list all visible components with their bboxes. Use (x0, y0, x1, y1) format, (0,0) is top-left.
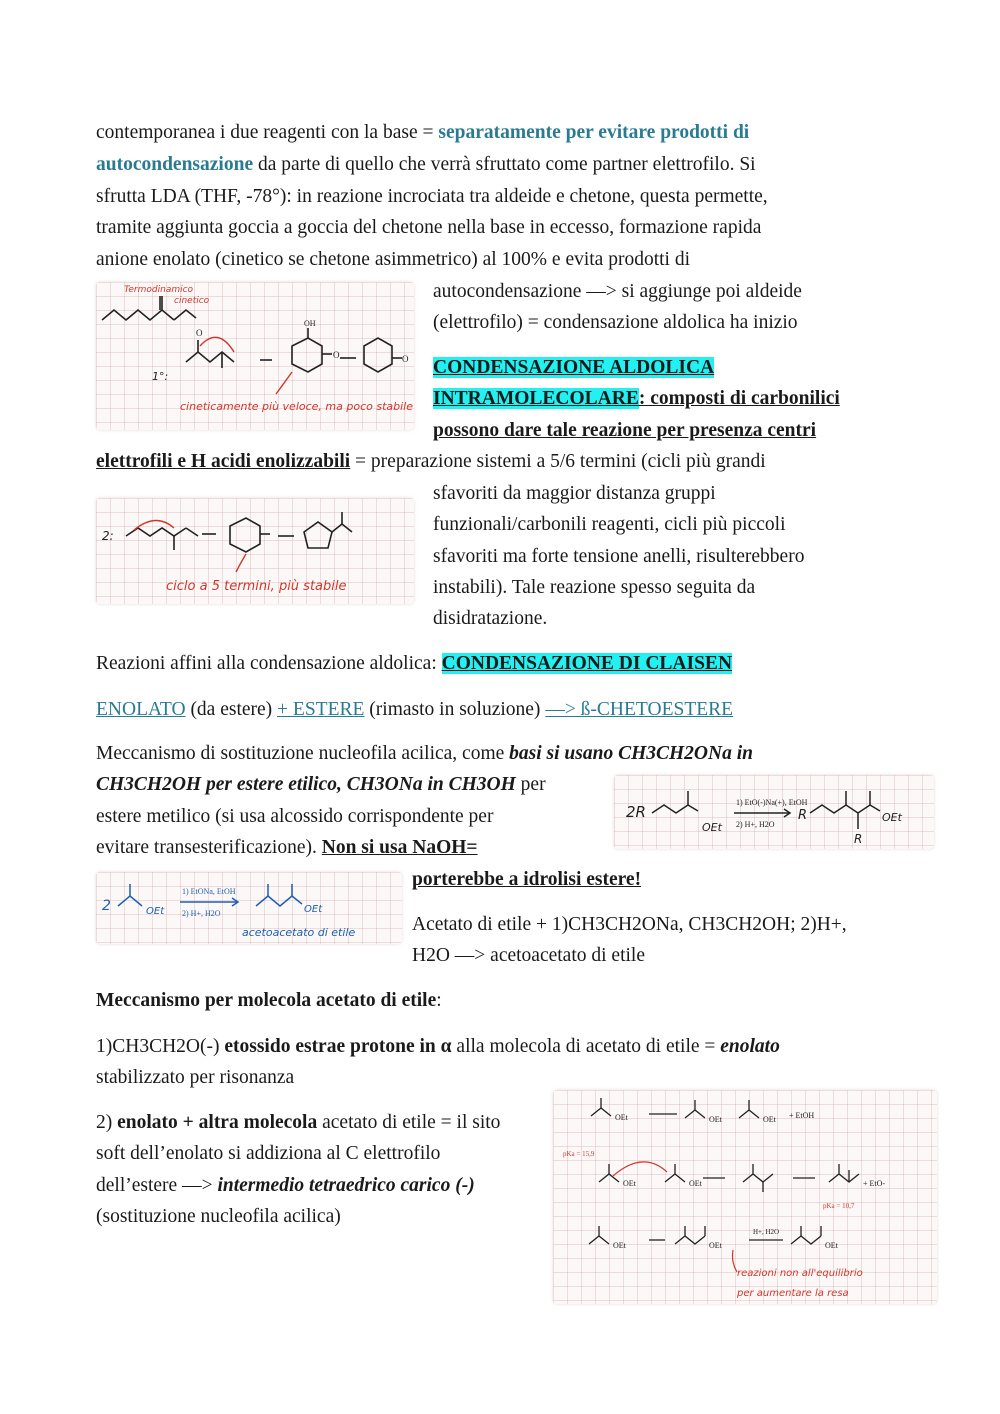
highlight-text: + ESTERE (277, 699, 365, 720)
highlight-text: —> ß-CHETOESTERE (545, 699, 734, 720)
section-heading: Meccanismo per molecola acetato di etile (96, 990, 437, 1011)
sketch-claisen-general (614, 775, 934, 849)
group-label: OEt (763, 1115, 776, 1124)
sketch-drawing (614, 775, 934, 849)
highlight-text: separatamente per evitare prodotti di (438, 122, 750, 143)
reaction-condition: 2) H+, H2O (736, 820, 775, 829)
group-label: OEt (689, 1179, 702, 1188)
section-heading: CONDENSAZIONE DI CLAISEN (441, 653, 733, 674)
text-span: da parte di quello che verrà sfruttato come partner elettrofilo. Si (253, 154, 756, 175)
annotation-note: cineticamente più veloce, ma poco stabile (180, 400, 413, 413)
group-label: R (798, 808, 808, 823)
text-line (412, 866, 641, 894)
atom-label: O (402, 354, 409, 364)
text-span: Meccanismo di sostituzione nucleofila acilica, come (96, 743, 510, 764)
group-label: OEt (709, 1241, 722, 1250)
text-line (96, 740, 753, 768)
byproduct-label: + EtO- (863, 1179, 886, 1188)
highlight-text: autocondensazione (96, 154, 254, 175)
sketch-acetoacetate (96, 872, 402, 944)
annotation: Termodinamico (124, 285, 194, 295)
text-line: (elettrofilo) = condensazione aldolica ha inizio (433, 312, 798, 333)
sketch-drawing (96, 282, 414, 430)
text-line: instabili). Tale reazione spesso seguita da (433, 577, 756, 598)
text-span: evitare transesterificazione). (96, 837, 322, 858)
text-line (96, 1033, 780, 1061)
text-line (433, 354, 714, 382)
group-label: OEt (623, 1179, 636, 1188)
text-line: H2O —> acetoacetato di etile (412, 945, 645, 966)
annotation-note: ciclo a 5 termini, più stabile (166, 579, 347, 594)
group-label: OEt (702, 821, 722, 834)
text-line: sfavoriti da maggior distanza gruppi (433, 483, 716, 504)
group-label: OEt (615, 1113, 628, 1122)
bold-italic-text: enolato (720, 1036, 780, 1057)
text-line: funzionali/carbonili reagenti, cicli più piccoli (433, 514, 786, 535)
text-line: anione enolato (cinetico se chetone asimmetrico) al 100% e evita prodotti di (96, 249, 690, 270)
byproduct-label: + EtOH (789, 1111, 815, 1120)
text-line (96, 1172, 475, 1200)
section-heading: INTRAMOLECOLARE (433, 388, 639, 409)
reaction-condition: 2) H+, H2O (182, 909, 221, 918)
group-label: OEt (709, 1115, 722, 1124)
sketch-claisen-mechanism (553, 1090, 937, 1304)
reaction-condition: H+, H2O (753, 1228, 780, 1236)
stoichiometric-coefficient: 2 (102, 898, 111, 914)
sketch-drawing (96, 872, 402, 944)
text-line: disidratazione. (433, 608, 548, 629)
group-label: OEt (304, 904, 323, 915)
text-line: sfavoriti ma forte tensione anelli, risulterebbero (433, 546, 805, 567)
text-line: autocondensazione —> si aggiunge poi aldeide (433, 281, 802, 302)
reaction-condition: 1) EtONa, EtOH (182, 887, 236, 896)
text-line: Acetato di etile + 1)CH3CH2ONa, CH3CH2OH; 2)H+, (412, 914, 847, 935)
text-span: : (436, 990, 442, 1011)
pka-annotation: pKa = 10,7 (823, 1202, 855, 1210)
bold-text: Non si usa NaOH= (321, 837, 478, 858)
sketch-aldol-intramolecular (96, 498, 414, 604)
group-label: OEt (146, 906, 165, 917)
annotation: cinetico (174, 296, 210, 306)
sketch-aldol-kinetic (96, 282, 414, 430)
text-span: 1)CH3CH2O(-) (96, 1036, 225, 1057)
group-label: OEt (882, 811, 902, 824)
bold-text: : composti di carbonilici (638, 388, 840, 409)
annotation-note: per aumentare la resa (737, 1288, 849, 1299)
text-line (96, 119, 749, 147)
text-line: estere metilico (si usa alcossido corrispondente per (96, 806, 494, 827)
text-span: per (515, 774, 546, 795)
text-line (96, 696, 733, 724)
atom-label: OH (304, 319, 316, 328)
text-span: 2) (96, 1112, 118, 1133)
text-span: contemporanea i due reagenti con la base = (96, 122, 439, 143)
text-span: (da estere) (185, 699, 278, 720)
bold-text: elettrofili e H acidi enolizzabili (96, 451, 351, 472)
bold-italic-text: basi si usano CH3CH2ONa in (509, 743, 753, 764)
group-label: OEt (613, 1241, 626, 1250)
text-line (96, 1109, 500, 1137)
text-span: (rimasto in soluzione) (364, 699, 546, 720)
stoichiometric-coefficient: 2R (626, 803, 646, 821)
step-label: 2: (102, 529, 114, 543)
text-line (96, 834, 478, 862)
sketch-drawing (96, 498, 414, 604)
sketch-drawing (553, 1090, 937, 1304)
text-span: dell’estere —> (96, 1175, 218, 1196)
bold-text: etossido estrae protone in α (224, 1036, 452, 1057)
section-heading: CONDENSAZIONE ALDOLICA (433, 357, 715, 378)
text-line (96, 771, 546, 799)
text-span: = preparazione sistemi a 5/6 termini (cicli più grandi (350, 451, 766, 472)
atom-label: O (333, 350, 340, 360)
step-label: 1°: (152, 370, 169, 383)
text-line: (sostituzione nucleofila acilica) (96, 1206, 341, 1227)
text-line (96, 448, 766, 476)
text-line (96, 650, 732, 678)
highlight-text: ENOLATO (96, 699, 186, 720)
text-line: soft dell’enolato si addiziona al C elettrofilo (96, 1143, 441, 1164)
group-label: OEt (825, 1241, 838, 1250)
text-line: stabilizzato per risonanza (96, 1067, 295, 1088)
bold-italic-text: intermedio tetraedrico carico (-) (217, 1175, 475, 1196)
text-span: acetato di etile = il sito (317, 1112, 501, 1133)
group-label: R (854, 832, 863, 846)
text-line (433, 417, 816, 445)
bold-italic-text: CH3CH2OH per estere etilico, CH3ONa in CH3OH (96, 774, 516, 795)
annotation-note: reazioni non all'equilibrio (737, 1268, 863, 1279)
bold-text: porterebbe a idrolisi estere! (412, 869, 642, 890)
text-line (96, 987, 442, 1015)
text-line (96, 151, 756, 179)
text-line: sfrutta LDA (THF, -78°): in reazione incrociata tra aldeide e chetone, questa permette, (96, 186, 768, 207)
text-span: Reazioni affini alla condensazione aldolica: (96, 653, 442, 674)
bold-text: enolato + altra molecola (117, 1112, 318, 1133)
pka-annotation: pKa = 15,9 (563, 1150, 595, 1158)
text-line: tramite aggiunta goccia a goccia del chetone nella base in eccesso, formazione rapida (96, 217, 762, 238)
reaction-condition: 1) EtO(-)Na(+), EtOH (736, 798, 808, 807)
text-span: alla molecola di acetato di etile = (451, 1036, 721, 1057)
atom-label: O (196, 328, 203, 338)
text-line (433, 385, 840, 413)
product-name: acetoacetato di etile (242, 926, 356, 939)
bold-text: possono dare tale reazione per presenza centri (433, 420, 817, 441)
